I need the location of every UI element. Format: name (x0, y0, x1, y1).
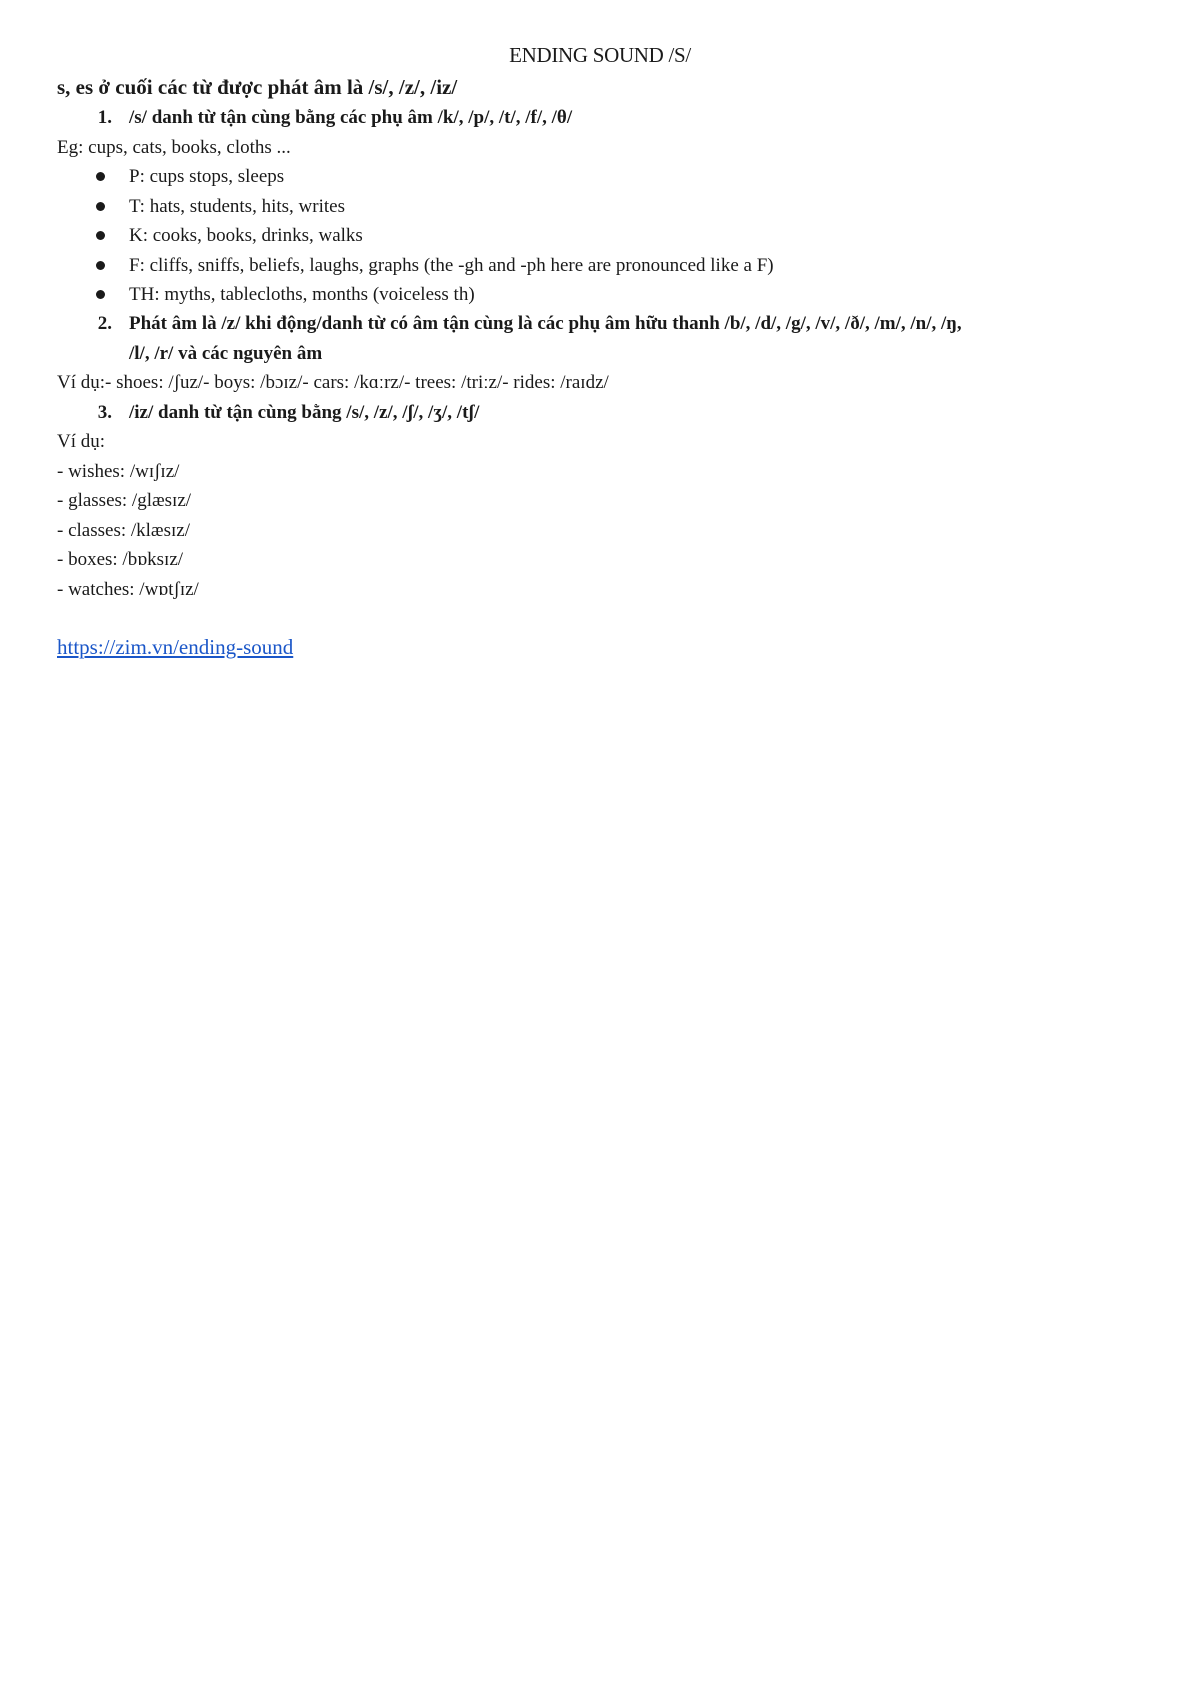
bullet-item-f: F: cliffs, sniffs, beliefs, laughs, graphs (the -gh and -ph here are pronounced like a F) (129, 255, 774, 276)
section-1-example: Eg: cups, cats, books, cloths ... (57, 137, 291, 158)
section-2-heading-line-2: /l/, /r/ và các nguyên âm (129, 343, 323, 364)
section-1-heading: /s/ danh từ tận cùng bằng các phụ âm /k/, /p/, /t/, /f/, /θ/ (129, 107, 573, 128)
bullet-dot-icon (96, 202, 105, 211)
bullet-dot-icon (96, 172, 105, 181)
section-2-heading-line-1: Phát âm là /z/ khi động/danh từ có âm tận cùng là các phụ âm hữu thanh /b/, /d/, /g/, /v/, /ð/, /m/, /n/, /ŋ, (129, 313, 962, 334)
bullet-dot-icon (96, 261, 105, 270)
source-link[interactable]: https://zim.vn/ending-sound (57, 635, 294, 659)
document-subtitle: s, es ở cuối các từ được phát âm là /s/, /z/, /iz/ (57, 75, 458, 99)
bullet-dot-icon (96, 290, 105, 299)
example-item: - glasses: /glæsɪz/ (57, 490, 192, 511)
document-title: ENDING SOUND /S/ (509, 43, 691, 67)
bullet-item-k: K: cooks, books, drinks, walks (129, 225, 363, 246)
section-3-example-label: Ví dụ: (57, 431, 106, 452)
example-item: - watches: /wɒtʃɪz/ (57, 579, 199, 600)
section-3-heading: /iz/ danh từ tận cùng bằng /s/, /z/, /ʃ/, /ʒ/, /tʃ/ (129, 402, 480, 423)
example-item: - wishes: /wɪʃɪz/ (57, 461, 180, 482)
example-item: - boxes: /bɒksɪz/ (57, 549, 184, 570)
bullet-item-th: TH: myths, tablecloths, months (voiceless th) (129, 284, 475, 305)
example-item: - classes: /klæsɪz/ (57, 520, 190, 541)
section-2-example: Ví dụ:- shoes: /ʃuz/- boys: /bɔɪz/- cars: /kɑːrz/- trees: /triːz/- rides: /raɪdz/ (57, 372, 609, 393)
section-2-number: 2. (97, 313, 112, 334)
bullet-item-p: P: cups stops, sleeps (129, 166, 285, 187)
bullet-item-t: T: hats, students, hits, writes (129, 196, 345, 217)
section-3-number: 3. (97, 402, 112, 423)
section-1-number: 1. (97, 107, 112, 128)
bullet-dot-icon (96, 231, 105, 240)
